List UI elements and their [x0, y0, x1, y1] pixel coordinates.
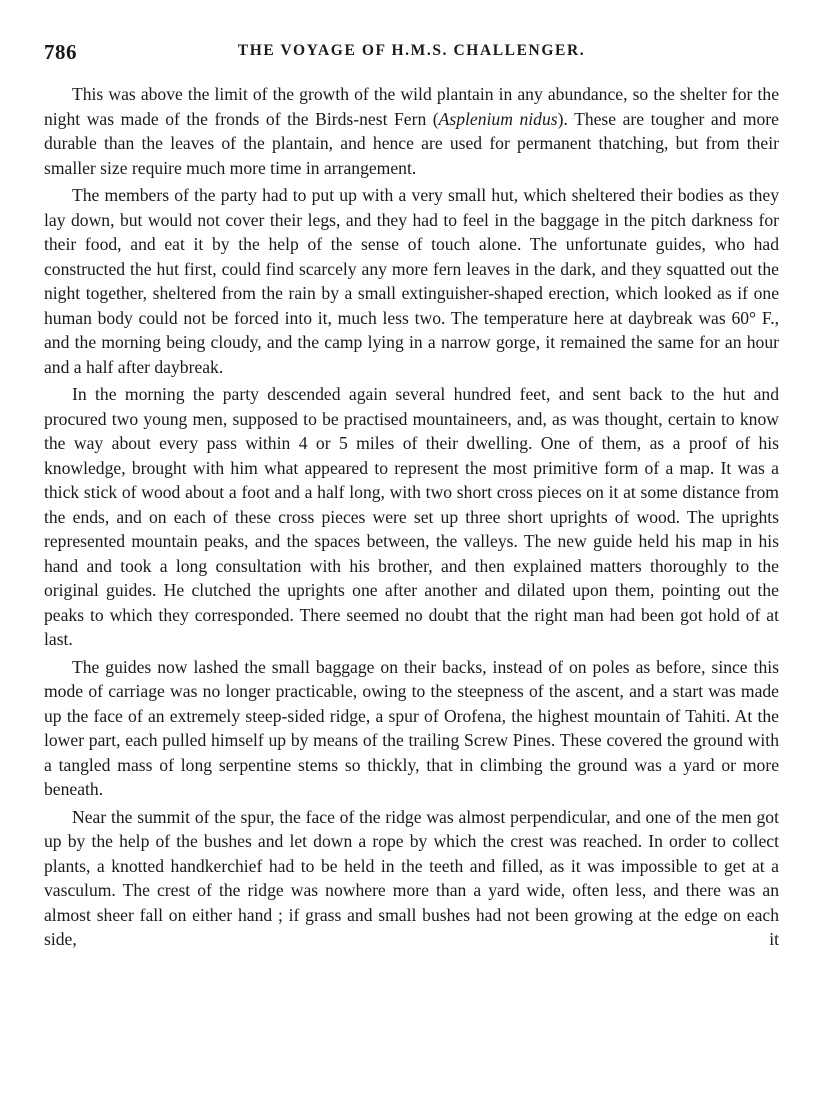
book-page [44, 40, 779, 952]
paragraph [44, 82, 779, 180]
body-text [44, 82, 779, 952]
paragraph-text: ). These are tougher and more durable than the leaves of the plantain, and hence are used for permanent thatching, but from their smaller size require much more time in arrangement. [44, 108, 779, 178]
paragraph: In the morning the party descended again several hundred feet, and sent back to the hut and procured two young men, supposed to be practised mountaineers, and, as was thought, certain to know the way about every pass within 4 or 5 miles of their dwelling. One of them, as a proof of his knowledge, brought with him what appeared to represent the most primitive form of a map. It was a thick stick of wood about a foot and a half long, with two short cross pieces on it at some distance from the ends, and on each of these cross pieces were set up three short uprights of wood. The uprights represented mountain peaks, and the spaces between, the valleys. The new guide held his map in his hand and took a long consultation with his brother, and then explained matters thoroughly to the original guides. He clutched the uprights one after another and dilated upon them, pointing out the peaks to which they corresponded. There seemed no doubt that the right man had been got hold of at last. [44, 384, 779, 649]
paragraph: The members of the party had to put up with a very small hut, which sheltered their bodies as they lay down, but would not cover their legs, and they had to feel in the baggage in the pitch darkness for their food, and eat it by the help of the sense of touch alone. The unfortunate guides, who had constructed the hut first, could find scarcely any more fern leaves in the dark, and they squatted out the night together, sheltered from the rain by a small extinguisher-shaped erection, which looked as if one human body could not be forced into it, much less two. The temperature here at daybreak was 60° F., and the morning being cloudy, and the camp lying in a narrow gorge, it remained the same for an hour and a half after daybreak. [44, 185, 779, 377]
running-head [44, 40, 779, 68]
species-name: Asplenium nidus [438, 108, 558, 129]
paragraph: The guides now lashed the small baggage on their backs, instead of on poles as before, since this mode of carriage was no longer practicable, owing to the steepness of the ascent, and a start was made up the face of an extremely steep-sided ridge, a spur of Orofena, the highest mountain of Tahiti. At the lower part, each pulled himself up by means of the trailing Screw Pines. These covered the ground with a tangled mass of long serpentine stems so thickly, that in climbing the ground was a yard or more beneath. [44, 656, 779, 799]
paragraph-text: This was above the limit of the growth of the wild plantain in any abundance, so the shelter for the night was made of the fronds of the Birds-nest Fern ( [44, 84, 779, 129]
paragraph: Near the summit of the spur, the face of the ridge was almost perpendicular, and one of the men got up by the help of the bushes and let down a rope by which the crest was reached. In order to collect plants, a knotted handkerchief had to be held in the teeth and filled, as it was impossible to get at a vasculum. The crest of the ridge was nowhere more than a yard wide, often less, and there was an almost sheer fall on either hand ; if grass and small bushes had not been growing at the edge on each side, it [44, 806, 779, 949]
running-title: THE VOYAGE OF H.M.S. CHALLENGER. [237, 42, 586, 59]
page-number: 786 [44, 40, 77, 64]
